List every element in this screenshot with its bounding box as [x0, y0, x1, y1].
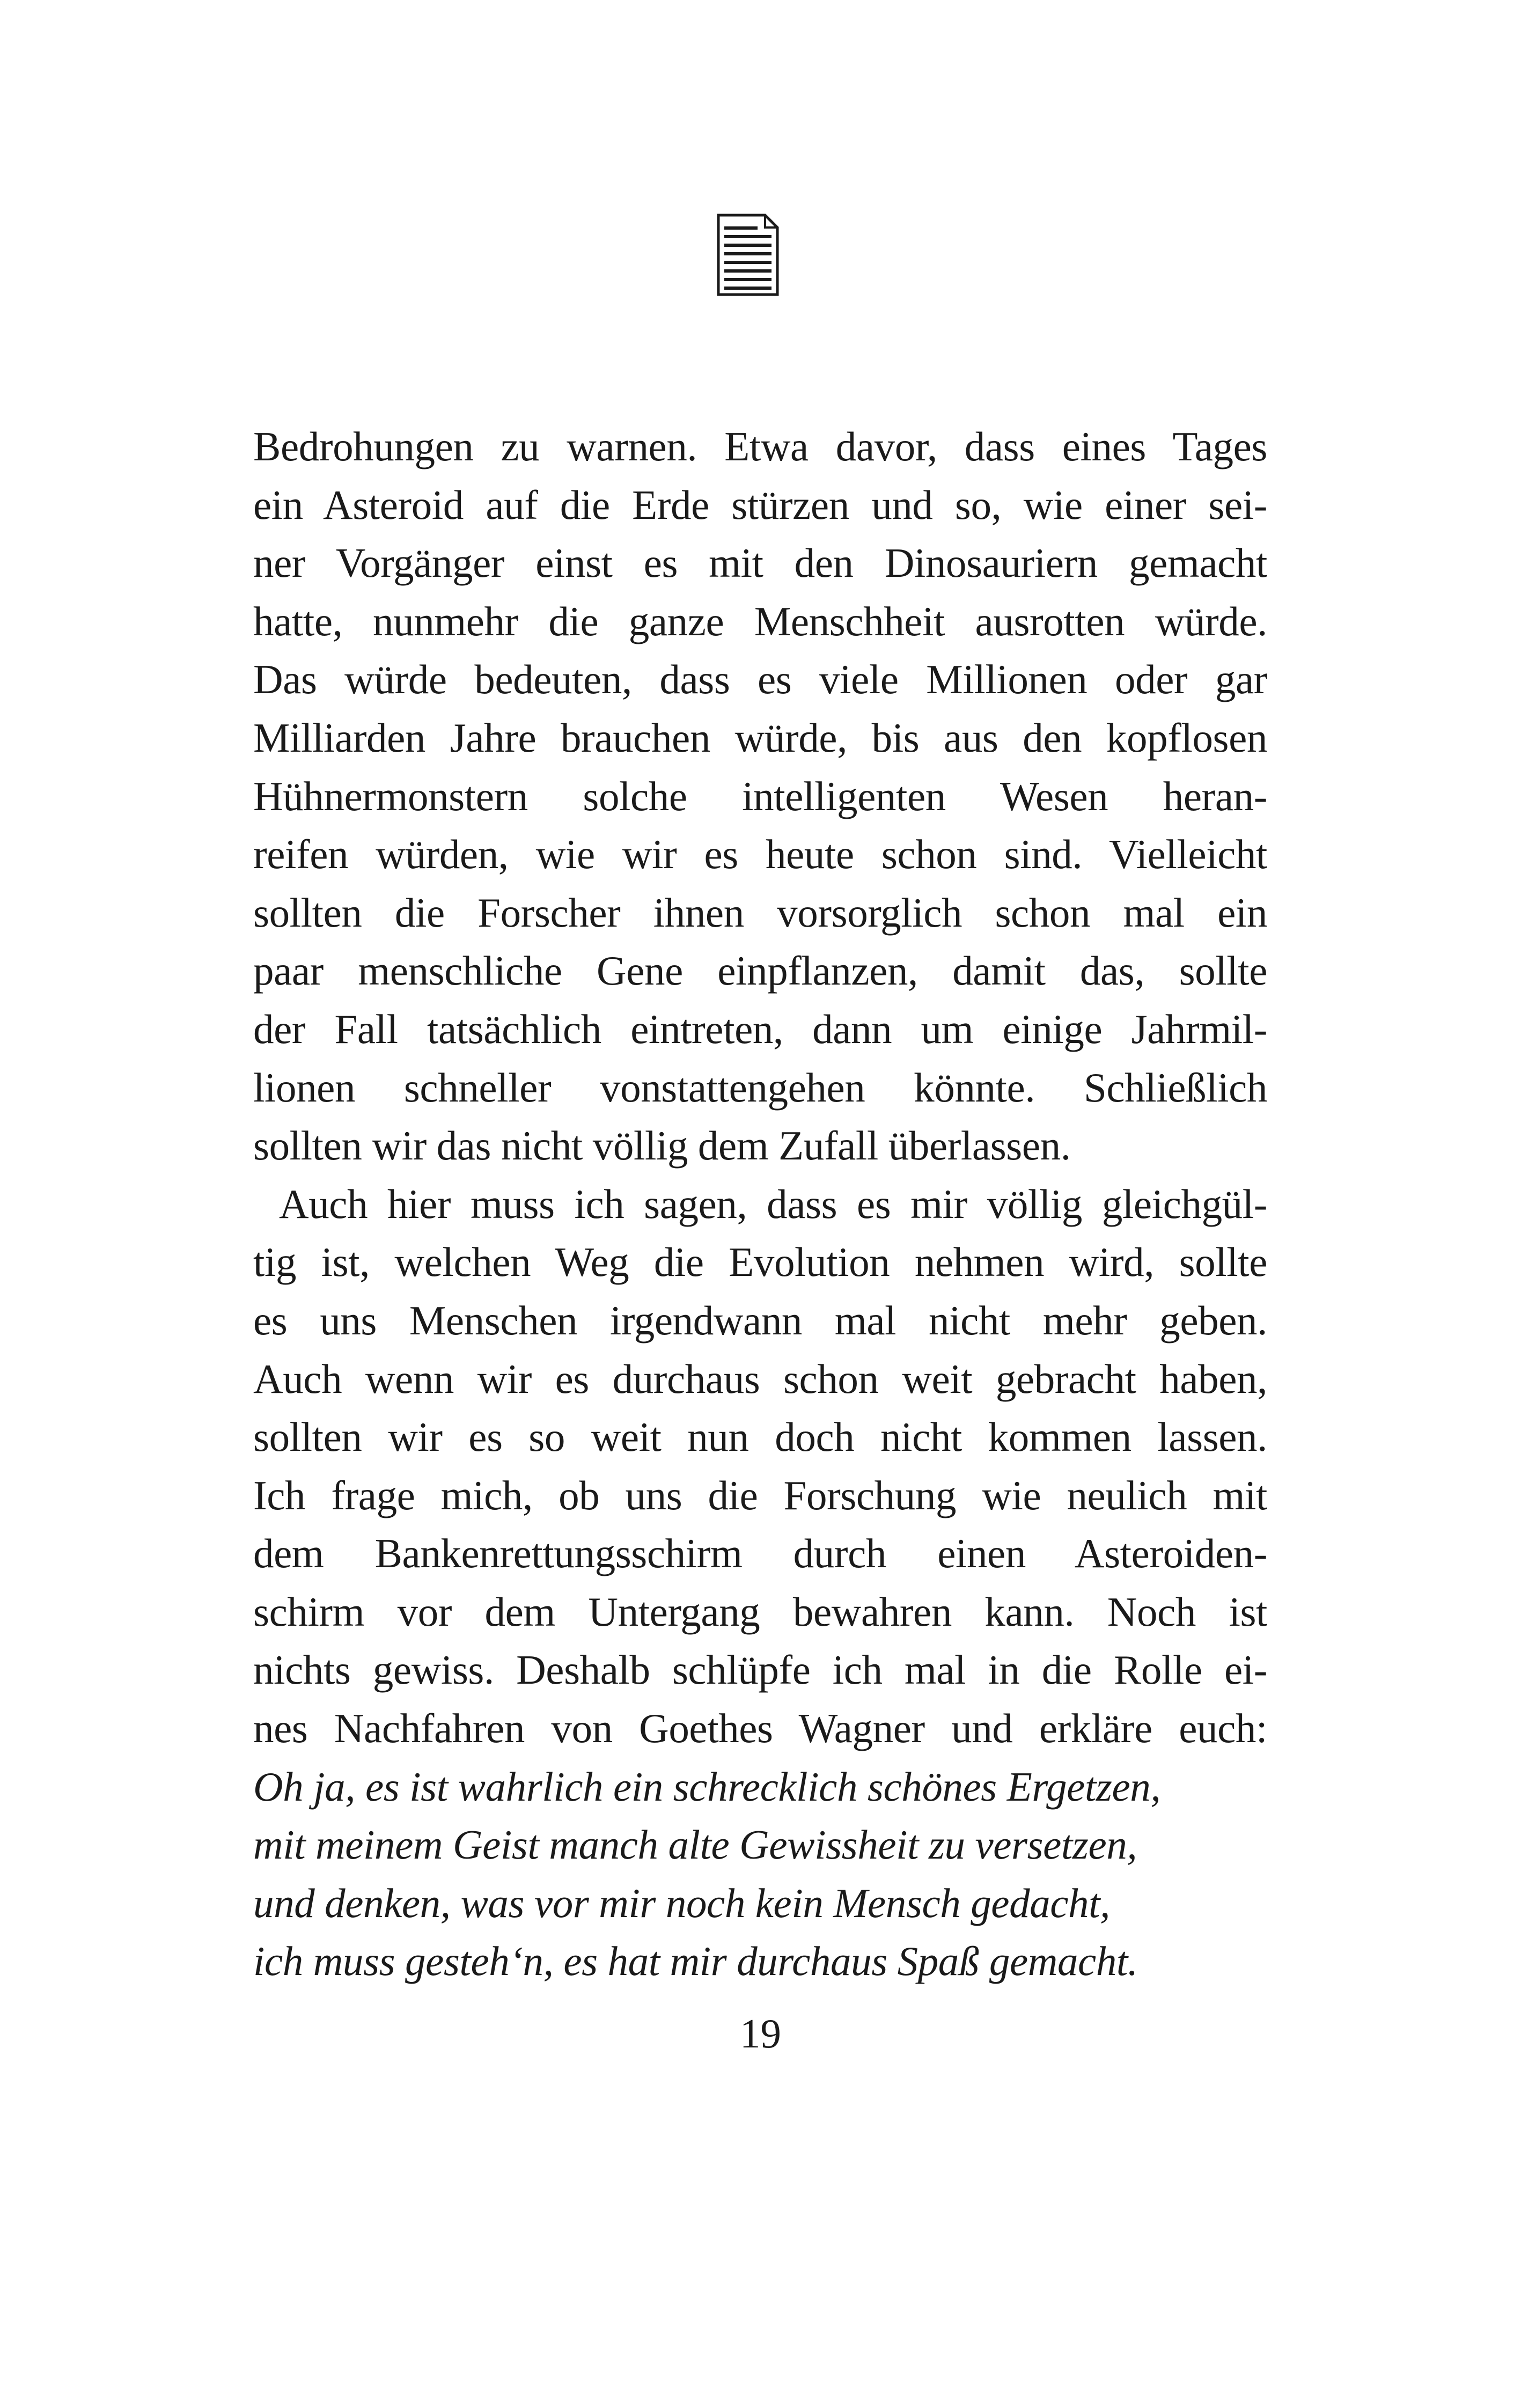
text-line: dem Bankenrettungsschirm durch einen Asteroiden-: [253, 1530, 1267, 1577]
text-line: paar menschliche Gene einpflanzen, damit das, sollte: [253, 948, 1267, 994]
paragraph-2: [253, 1175, 1267, 1758]
text-line: schirm vor dem Untergang bewahren kann. Noch ist: [253, 1588, 1267, 1635]
text-line: Bedrohungen zu warnen. Etwa davor, dass eines Tages: [253, 423, 1267, 469]
document-icon: [717, 214, 779, 296]
text-line: lionen schneller vonstattengehen könnte. Schließlich: [253, 1064, 1267, 1111]
text-line: Ich frage mich, ob uns die Forschung wie neulich mit: [253, 1472, 1267, 1518]
text-line: Das würde bedeuten, dass es viele Millionen oder gar: [253, 656, 1267, 703]
text-line: ein Asteroid auf die Erde stürzen und so, wie einer sei-: [253, 481, 1267, 528]
text-line: reifen würden, wie wir es heute schon sind. Vielleicht: [253, 831, 1267, 878]
verse-line: ich muss gesteh‘n, es hat mir durchaus Spaß gemacht.: [253, 1938, 1138, 1985]
text-line: Hühnermonstern solche intelligenten Wesen heran-: [253, 773, 1267, 819]
page-number: 19: [740, 2010, 781, 2057]
body-text: [253, 417, 1267, 1991]
text-line: der Fall tatsächlich eintreten, dann um einige Jahrmil-: [253, 1005, 1267, 1052]
verse-quote: [253, 1758, 1267, 1991]
text-line: Auch wenn wir es durchaus schon weit gebracht haben,: [253, 1355, 1267, 1402]
verse-line: mit meinem Geist manch alte Gewissheit zu versetzen,: [253, 1822, 1137, 1868]
text-line: ner Vorgänger einst es mit den Dinosauriern gemacht: [253, 540, 1267, 586]
text-line: sollten wir es so weit nun doch nicht kommen lassen.: [253, 1414, 1267, 1460]
text-line: nes Nachfahren von Goethes Wagner und erkläre euch:: [253, 1705, 1267, 1752]
paragraph-1: [253, 417, 1267, 1175]
text-line: sollten wir das nicht völlig dem Zufall überlassen.: [253, 1122, 1071, 1169]
text-line: es uns Menschen irgendwann mal nicht mehr geben.: [253, 1297, 1267, 1344]
text-line: sollten die Forscher ihnen vorsorglich schon mal ein: [253, 889, 1267, 936]
text-line: Milliarden Jahre brauchen würde, bis aus den kopflosen: [253, 714, 1267, 761]
text-line: nichts gewiss. Deshalb schlüpfe ich mal in die Rolle ei-: [253, 1647, 1267, 1693]
text-line: hatte, nunmehr die ganze Menschheit ausrotten würde.: [253, 598, 1267, 644]
verse-line: und denken, was vor mir noch kein Mensch gedacht,: [253, 1880, 1110, 1926]
text-line: Auch hier muss ich sagen, dass es mir völlig gleichgül-: [279, 1180, 1267, 1227]
text-line: tig ist, welchen Weg die Evolution nehmen wird, sollte: [253, 1239, 1267, 1286]
verse-line: Oh ja, es ist wahrlich ein schrecklich schönes Ergetzen,: [253, 1763, 1161, 1810]
